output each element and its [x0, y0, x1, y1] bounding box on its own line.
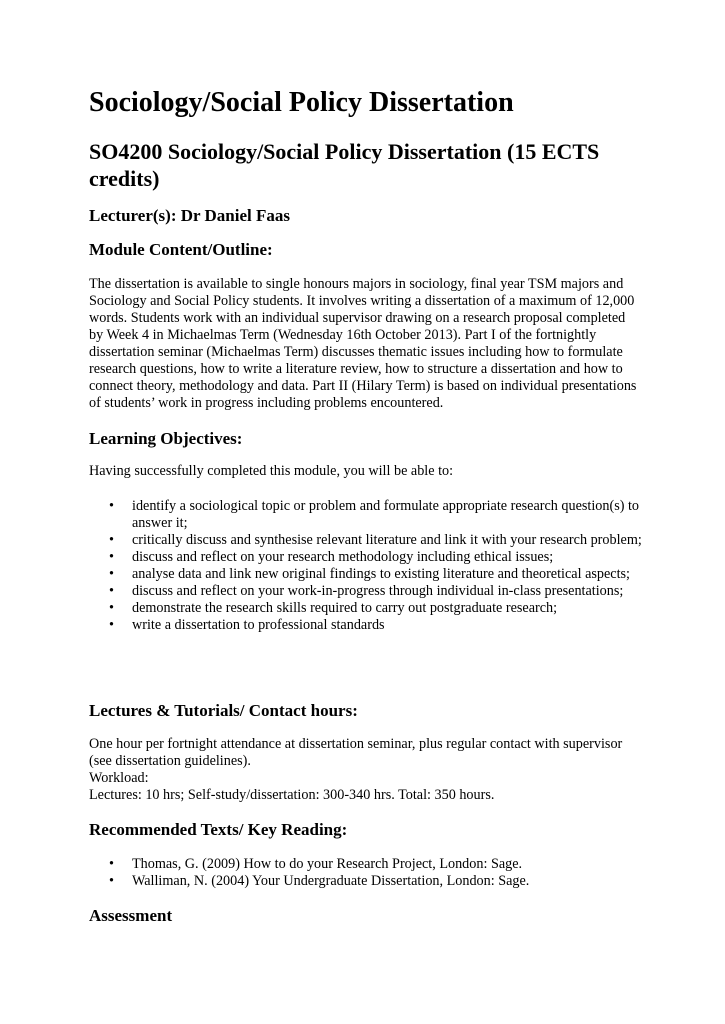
- list-item: • analyse data and link new original findings to existing literature and theoretical aspects;: [89, 566, 649, 583]
- list-item: • Thomas, G. (2009) How to do your Research Project, London: Sage.: [89, 856, 649, 873]
- contact-heading: Lectures & Tutorials/ Contact hours:: [89, 701, 358, 720]
- list-item: • critically discuss and synthesise relevant literature and link it with your research problem;: [89, 532, 649, 549]
- list-item: • demonstrate the research skills required to carry out postgraduate research;: [89, 600, 649, 617]
- contact-paragraph: One hour per fortnight attendance at dissertation seminar, plus regular contact with supervisor (see dissertation guidelines).: [89, 736, 623, 769]
- list-item: • discuss and reflect on your research methodology including ethical issues;: [89, 549, 649, 566]
- objectives-intro: Having successfully completed this module, you will be able to:: [89, 463, 454, 479]
- objectives-heading: Learning Objectives:: [89, 429, 243, 448]
- document-title: Sociology/Social Policy Dissertation: [89, 87, 514, 118]
- module-heading: SO4200 Sociology/Social Policy Dissertation (15 ECTS credits): [89, 139, 600, 191]
- list-item: • Walliman, N. (2004) Your Undergraduate Dissertation, London: Sage.: [89, 873, 649, 890]
- list-item: • write a dissertation to professional standards: [89, 617, 649, 634]
- lecturer-heading: Lecturer(s): Dr Daniel Faas: [89, 206, 290, 225]
- assessment-heading: Assessment: [89, 906, 173, 925]
- list-item: • identify a sociological topic or problem and formulate appropriate research question(s) to answer it;: [89, 498, 649, 532]
- reading-heading: Recommended Texts/ Key Reading:: [89, 820, 348, 839]
- workload-label: Workload:: [89, 770, 149, 786]
- content-paragraph: The dissertation is available to single honours majors in sociology, final year TSM majors and Sociology and Social Policy students. It involves writing a dissertation of a maximum of 12,000 words. Students work with an individual supervisor drawing on a research proposal completed by Week 4 in Michaelmas Term (Wednesday 16th October 2013). Part I of the fortnightly dissertation seminar (Michaelmas Term) discusses thematic issues including how to formulate research questions, how to write a literature review, how to structure a dissertation and how to connect theory, methodology and data. Part II (Hilary Term) is based on individual presentations of students’ work in progress including problems encountered.: [89, 276, 637, 411]
- objectives-list: [89, 498, 649, 634]
- list-item: • discuss and reflect on your work-in-progress through individual in-class presentations;: [89, 583, 649, 600]
- reading-list: [89, 856, 649, 890]
- content-heading: Module Content/Outline:: [89, 240, 273, 259]
- workload-paragraph: Lectures: 10 hrs; Self-study/dissertation: 300-340 hrs. Total: 350 hours.: [89, 787, 495, 803]
